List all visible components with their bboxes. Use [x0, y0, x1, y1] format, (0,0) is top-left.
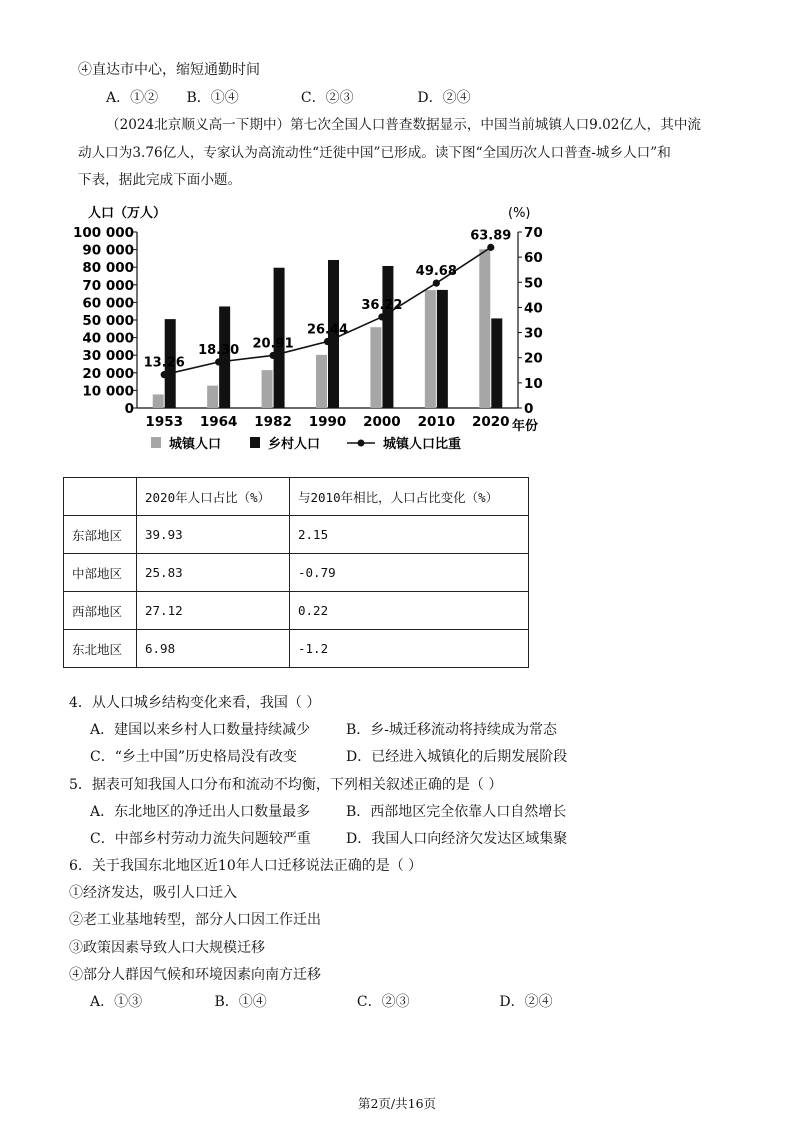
question-5-option-d: D．我国人口向经济欠发达区域集聚: [346, 831, 568, 847]
urbanization-rate-label: 18.30: [198, 342, 240, 358]
table-cell: -0.79: [290, 554, 529, 592]
question-6-statement-1: ①经济发达，吸引人口迁入: [69, 885, 237, 901]
question-4-stem: 4．从人口城乡结构变化来看，我国（ ）: [69, 695, 321, 711]
urban-population-bar: [425, 290, 436, 408]
table-cell: 东北地区: [64, 630, 137, 668]
question-4-option-a: A．建国以来乡村人口数量持续减少: [90, 722, 311, 738]
urbanization-rate-label: 49.68: [415, 264, 457, 280]
option-c: C．②③: [300, 90, 354, 106]
option-b: B．①④: [186, 90, 239, 106]
page-footer: 第2页/共16页: [357, 1096, 437, 1111]
urbanization-rate-point: [378, 313, 385, 320]
question-6-statement-3: ③政策因素导致人口大规模迁移: [69, 940, 265, 956]
left-tick-label: 40 000: [82, 330, 134, 347]
previous-question-options: [106, 89, 471, 107]
table-cell: 25.83: [137, 554, 290, 592]
left-tick-label: 70 000: [82, 277, 134, 294]
urbanization-rate-label: 26.44: [306, 322, 349, 338]
left-tick-label: 20 000: [82, 365, 134, 382]
question-4-option-c: C．“乡土中国”历史格局没有改变: [90, 749, 298, 765]
table-header-cell: 2020年人口占比（%）: [137, 478, 290, 516]
table-cell: 6.98: [137, 630, 290, 668]
right-tick-label: 70: [524, 225, 543, 241]
question-5-option-b: B．西部地区完全依靠人口自然增长: [346, 804, 567, 820]
table-cell: 西部地区: [64, 592, 137, 630]
table-header-cell: 与2010年相比，人口占比变化（%）: [290, 478, 529, 516]
legend-label-urban: 城镇人口: [169, 437, 222, 452]
question-5-option-a: A．东北地区的净迁出人口数量最多: [90, 804, 311, 820]
right-tick-label: 20: [524, 350, 543, 367]
x-axis-title: 年份: [512, 419, 539, 434]
table-header-row: [64, 478, 529, 516]
urban-population-bar: [479, 249, 490, 408]
left-tick-label: 0: [124, 401, 134, 417]
x-tick-label: 2000: [363, 414, 401, 430]
left-tick-label: 80 000: [82, 260, 134, 277]
right-tick-label: 10: [524, 375, 543, 392]
rural-population-bar: [491, 318, 502, 408]
table-cell: 27.12: [137, 592, 290, 630]
question-6-statement-4: ④部分人群因气候和环境因素向南方迁移: [69, 967, 321, 983]
urbanization-rate-point: [324, 338, 331, 345]
intro-line: ④直达市中心，缩短通勤时间: [78, 62, 260, 78]
table-cell: 2.15: [290, 516, 529, 554]
legend-label-ratio: 城镇人口比重: [383, 437, 462, 452]
table-cell: 0.22: [290, 592, 529, 630]
urban-population-bar: [316, 355, 327, 408]
left-axis-title: 人口（万人）: [88, 206, 167, 221]
table-row: [64, 630, 529, 668]
table-row: [64, 554, 529, 592]
option-c: C．②③: [356, 994, 410, 1010]
table-row: [64, 516, 529, 554]
x-tick-label: 1982: [254, 414, 292, 430]
rural-population-bar: [382, 266, 393, 408]
left-tick-label: 50 000: [82, 313, 134, 329]
rural-population-bar: [437, 290, 448, 408]
left-tick-label: 10 000: [82, 383, 134, 400]
left-tick-label: 90 000: [82, 242, 134, 259]
option-a: A．①③: [90, 994, 143, 1010]
table-cell: -1.2: [290, 630, 529, 668]
option-b: B．①④: [214, 994, 267, 1010]
urban-rural-population-chart: [72, 198, 560, 458]
left-tick-label: 60 000: [82, 295, 134, 312]
legend-marker-ratio: [358, 440, 365, 447]
passage-line-2: 动人口为3.76亿人，专家认为高流动性“迁徙中国”已形成。读下图“全国历次人口普查-城乡人口”和: [78, 145, 671, 161]
right-tick-label: 50: [524, 275, 543, 292]
option-a: A．①②: [106, 90, 159, 106]
urbanization-rate-point: [215, 358, 222, 365]
right-tick-label: 40: [524, 300, 543, 317]
question-6-statement-2: ②老工业基地转型，部分人口因工作迁出: [69, 912, 321, 928]
urban-population-bar: [262, 370, 273, 408]
urban-population-bar: [207, 386, 218, 408]
urban-population-bar: [153, 394, 164, 408]
table-cell: 中部地区: [64, 554, 137, 592]
passage-line-1: （2024北京顺义高一下期中）第七次全国人口普查数据显示，中国当前城镇人口9.02亿人，其中流: [106, 117, 702, 133]
urbanization-rate-label: 36.22: [361, 297, 403, 313]
left-tick-label: 30 000: [82, 348, 134, 365]
right-tick-label: 30: [524, 325, 543, 342]
table-cell: 东部地区: [64, 516, 137, 554]
table-row: [64, 592, 529, 630]
chart-legend: [151, 436, 461, 452]
right-axis-title: (%): [508, 206, 531, 221]
x-tick-label: 2020: [471, 414, 510, 430]
legend-label-rural: 乡村人口: [268, 437, 321, 452]
urbanization-rate-label: 20.91: [252, 336, 294, 352]
table-cell: 39.93: [137, 516, 290, 554]
regional-population-table: [63, 477, 529, 668]
urbanization-rate-point: [487, 244, 494, 251]
urbanization-rate-label: 13.26: [143, 355, 185, 371]
legend-swatch-rural: [250, 437, 260, 448]
right-tick-label: 0: [524, 401, 534, 417]
passage-line-3: 下表，据此完成下面小题。: [78, 172, 242, 188]
urban-population-bar: [370, 327, 381, 408]
x-tick-label: 2010: [417, 414, 456, 430]
option-d: D．②④: [499, 994, 553, 1010]
table-header-cell: [64, 478, 137, 516]
question-6-stem: 6．关于我国东北地区近10年人口迁移说法正确的是（ ）: [69, 858, 423, 874]
urbanization-rate-label: 63.89: [470, 228, 512, 244]
question-4-option-d: D．已经进入城镇化的后期发展阶段: [346, 749, 568, 765]
legend-swatch-urban: [151, 437, 161, 448]
right-tick-label: 60: [524, 250, 543, 267]
x-tick-label: 1964: [199, 414, 238, 430]
urbanization-rate-point: [269, 352, 276, 359]
question-5-option-c: C．中部乡村劳动力流失问题较严重: [90, 831, 311, 847]
x-tick-label: 1990: [308, 414, 347, 430]
question-5-stem: 5．据表可知我国人口分布和流动不均衡，下列相关叙述正确的是（ ）: [69, 777, 503, 793]
question-4-option-b: B．乡-城迁移流动将持续成为常态: [346, 722, 558, 738]
question-6-options: [90, 993, 553, 1011]
urbanization-rate-point: [161, 371, 168, 378]
urbanization-rate-point: [433, 279, 440, 286]
option-d: D．②④: [417, 90, 471, 106]
x-tick-label: 1953: [145, 414, 184, 430]
left-tick-label: 100 000: [72, 225, 134, 241]
